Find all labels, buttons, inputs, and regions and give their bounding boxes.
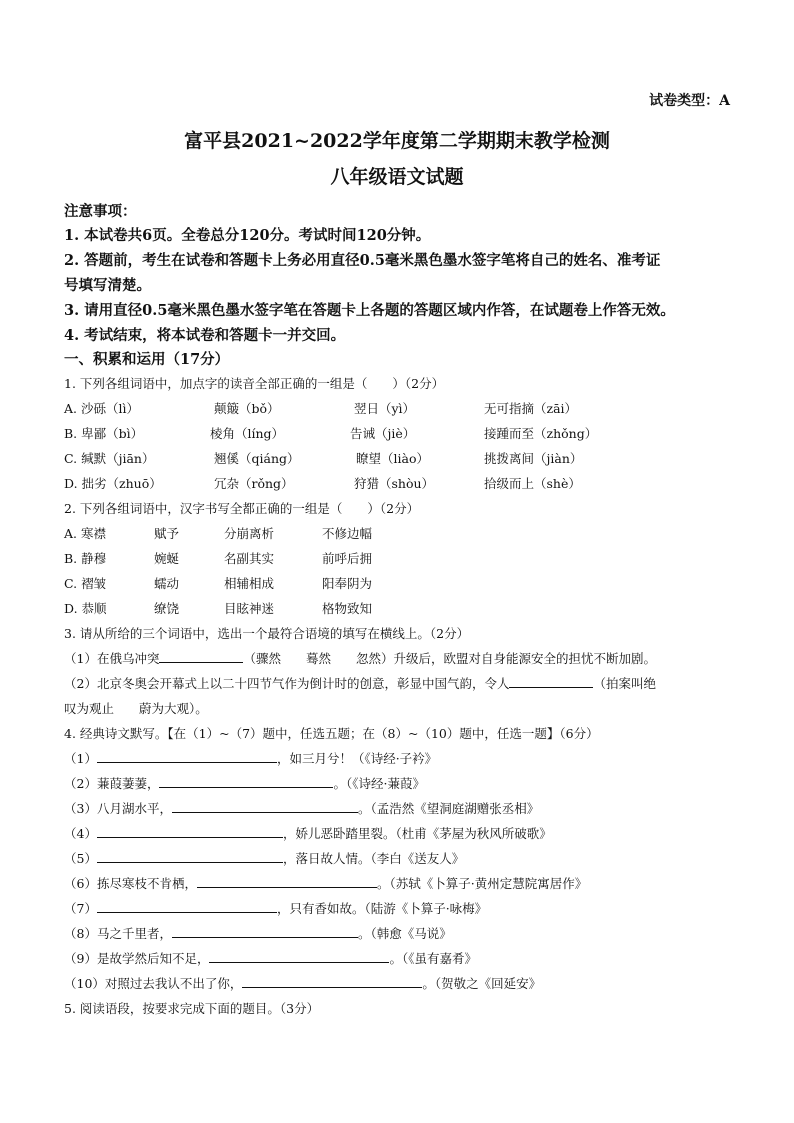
answer-blank[interactable] (242, 975, 422, 988)
answer-blank[interactable] (97, 900, 277, 913)
q4-item-number: （5） (64, 851, 97, 866)
q2-d-1: D. 恭顺 (64, 601, 107, 616)
q4-item-number: （4） (64, 826, 97, 841)
answer-blank[interactable] (209, 950, 389, 963)
q4-item-post: 。（孟浩然《望洞庭湖赠张丞相》 (357, 801, 540, 816)
q2-d-3: 目眩神迷 (224, 601, 275, 616)
answer-blank[interactable] (159, 650, 243, 663)
q3-item-1-text-b: （骤然 蓦然 忽然）升级后，欧盟对自身能源安全的担忧不断加剧。 (243, 651, 656, 666)
answer-blank[interactable] (172, 800, 358, 813)
q4-item-number: （2） (64, 776, 97, 791)
q4-item (64, 799, 539, 817)
note-line: 1. 本试卷共6页。全卷总分120分。考试时间120分钟。 (64, 227, 431, 244)
q4-item-number: （3） (64, 801, 97, 816)
q1-b-1: B. 卑鄙（bì） (64, 426, 144, 441)
q2-b-4: 前呼后拥 (322, 551, 373, 566)
q1-d-2: 冗杂（rǒng） (214, 476, 294, 491)
q1-c-4: 挑拨离间（jiàn） (484, 451, 583, 466)
q4-item-number: （8） (64, 926, 97, 941)
q2-b-1: B. 静穆 (64, 551, 107, 566)
q1-a-4: 无可指摘（zāi） (484, 401, 578, 416)
q2-stem: 2. 下列各组词语中，汉字书写全都正确的一组是（ ）（2分） (64, 501, 420, 516)
q4-item-number: （10） (64, 976, 105, 991)
q4-item-post: 。（韩愈《马说》 (357, 926, 452, 941)
q4-item-post: 。（《虽有嘉肴》 (389, 951, 477, 966)
q4-item-post: 。（《诗经·蒹葭》 (333, 776, 425, 791)
q4-item (64, 874, 587, 892)
q4-item-pre: 对照过去我认不出了你， (104, 976, 243, 991)
q2-c-2: 蠕动 (154, 576, 180, 591)
q4-item-number: （1） (64, 751, 97, 766)
section-title: 一、积累和运用（17分） (64, 351, 230, 368)
q4-item-post: 。（苏轼《卜算子·黄州定慧院寓居作》 (376, 876, 588, 891)
q4-stem: 4. 经典诗文默写。【在（1）~（7）题中，任选五题；在（8）~（10）题中，任选一题】（6分） (64, 726, 599, 741)
q1-b-3: 告诫（jiè） (350, 426, 416, 441)
q4-item-number: （6） (64, 876, 97, 891)
q4-item-pre: 拣尽寒枝不肯栖， (96, 876, 197, 891)
q4-item-post: ，如三月兮！（《诗经·子衿》 (276, 751, 438, 766)
q4-item-post: ，娇儿恶卧踏里裂。（杜甫《茅屋为秋风所破歌》 (282, 826, 552, 841)
q3-item-2-text-a: （2）北京冬奥会开幕式上以二十四节气作为倒计时的创意，彰显中国气韵，令人 (64, 676, 510, 691)
q4-item (64, 949, 477, 967)
q5-stem: 5. 阅读语段，按要求完成下面的题目。（3分） (64, 1001, 320, 1016)
note-line: 号填写清楚。 (64, 277, 151, 294)
q3-item-1-text-a: （1）在俄乌冲突 (64, 651, 160, 666)
q1-c-2: 翘傒（qiáng） (214, 451, 300, 466)
q3-item-2-cont: 叹为观止 蔚为大观）。 (64, 701, 208, 716)
answer-blank[interactable] (172, 925, 358, 938)
q2-d-4: 格物致知 (322, 601, 373, 616)
q3-item-2-text-b: （拍案叫绝 (593, 676, 656, 691)
paper-type: 试卷类型：A (649, 93, 730, 109)
answer-blank[interactable] (97, 850, 283, 863)
q4-item (64, 899, 487, 917)
answer-blank[interactable] (509, 675, 593, 688)
q2-a-4: 不修边幅 (322, 526, 373, 541)
answer-blank[interactable] (197, 875, 377, 888)
q4-item (64, 774, 425, 792)
notes-heading: 注意事项： (64, 203, 137, 220)
note-line: 3. 请用直径0.5毫米黑色墨水签字笔在答题卡上各题的答题区域内作答，在试题卷上作答无效。 (64, 302, 675, 319)
q4-item-post: 。（贺敬之《回延安》 (422, 976, 542, 991)
q1-a-1: A. 沙砾（lì） (64, 401, 139, 416)
q1-b-2: 棱角（líng） (210, 426, 285, 441)
q2-a-2: 赋予 (154, 526, 180, 541)
q2-c-1: C. 褶皱 (64, 576, 107, 591)
q1-d-3: 狩猎（shòu） (354, 476, 435, 491)
q1-a-3: 翌日（yì） (354, 401, 416, 416)
q1-c-3: 瞭望（liào） (356, 451, 429, 466)
q4-item (64, 749, 437, 767)
q1-a-2: 颠簸（bǒ） (214, 401, 280, 416)
q4-item (64, 924, 452, 942)
q2-d-2: 缭饶 (154, 601, 180, 616)
q2-b-2: 婉蜒 (154, 551, 180, 566)
q1-d-4: 拾级而上（shè） (484, 476, 581, 491)
q2-c-3: 相辅相成 (224, 576, 275, 591)
note-line: 4. 考试结束，将本试卷和答题卡一并交回。 (64, 327, 346, 344)
q2-a-3: 分崩离析 (224, 526, 275, 541)
q3-item-1 (64, 649, 656, 667)
q4-item-pre: 是故学然后知不足， (96, 951, 210, 966)
q4-item-post: ，落日故人情。（李白《送友人》 (282, 851, 465, 866)
q2-c-4: 阳奉阴为 (322, 576, 373, 591)
q3-stem: 3. 请从所给的三个词语中，选出一个最符合语境的填写在横线上。（2分） (64, 626, 470, 641)
q4-item-pre: 八月湖水平， (96, 801, 172, 816)
exam-title: 富平县2021~2022学年度第二学期期末教学检测 (184, 130, 610, 152)
q3-item-2 (64, 674, 656, 692)
q4-item-post: ，只有香如故。（陆游《卜算子·咏梅》 (276, 901, 488, 916)
q1-d-1: D. 拙劣（zhuō） (64, 476, 162, 491)
q4-item (64, 849, 464, 867)
q1-stem: 1. 下列各组词语中，加点字的读音全部正确的一组是（ ）（2分） (64, 376, 445, 391)
q4-item-number: （7） (64, 901, 97, 916)
answer-blank[interactable] (97, 825, 283, 838)
answer-blank[interactable] (97, 750, 277, 763)
q4-item (64, 974, 541, 992)
q1-b-4: 接踵而至（zhǒng） (484, 426, 598, 441)
q4-item-pre: 马之千里者， (96, 926, 172, 941)
q4-item (64, 824, 552, 842)
answer-blank[interactable] (159, 775, 333, 788)
q4-item-pre: 蒹葭萋萋， (96, 776, 160, 791)
q4-item-number: （9） (64, 951, 97, 966)
note-line: 2. 答题前，考生在试卷和答题卡上务必用直径0.5毫米黑色墨水签字笔将自己的姓名、准考证 (64, 252, 661, 269)
q2-a-1: A. 寒襟 (64, 526, 106, 541)
q2-b-3: 名副其实 (224, 551, 275, 566)
exam-subtitle: 八年级语文试题 (330, 166, 464, 188)
q1-c-1: C. 缄默（jiān） (64, 451, 155, 466)
